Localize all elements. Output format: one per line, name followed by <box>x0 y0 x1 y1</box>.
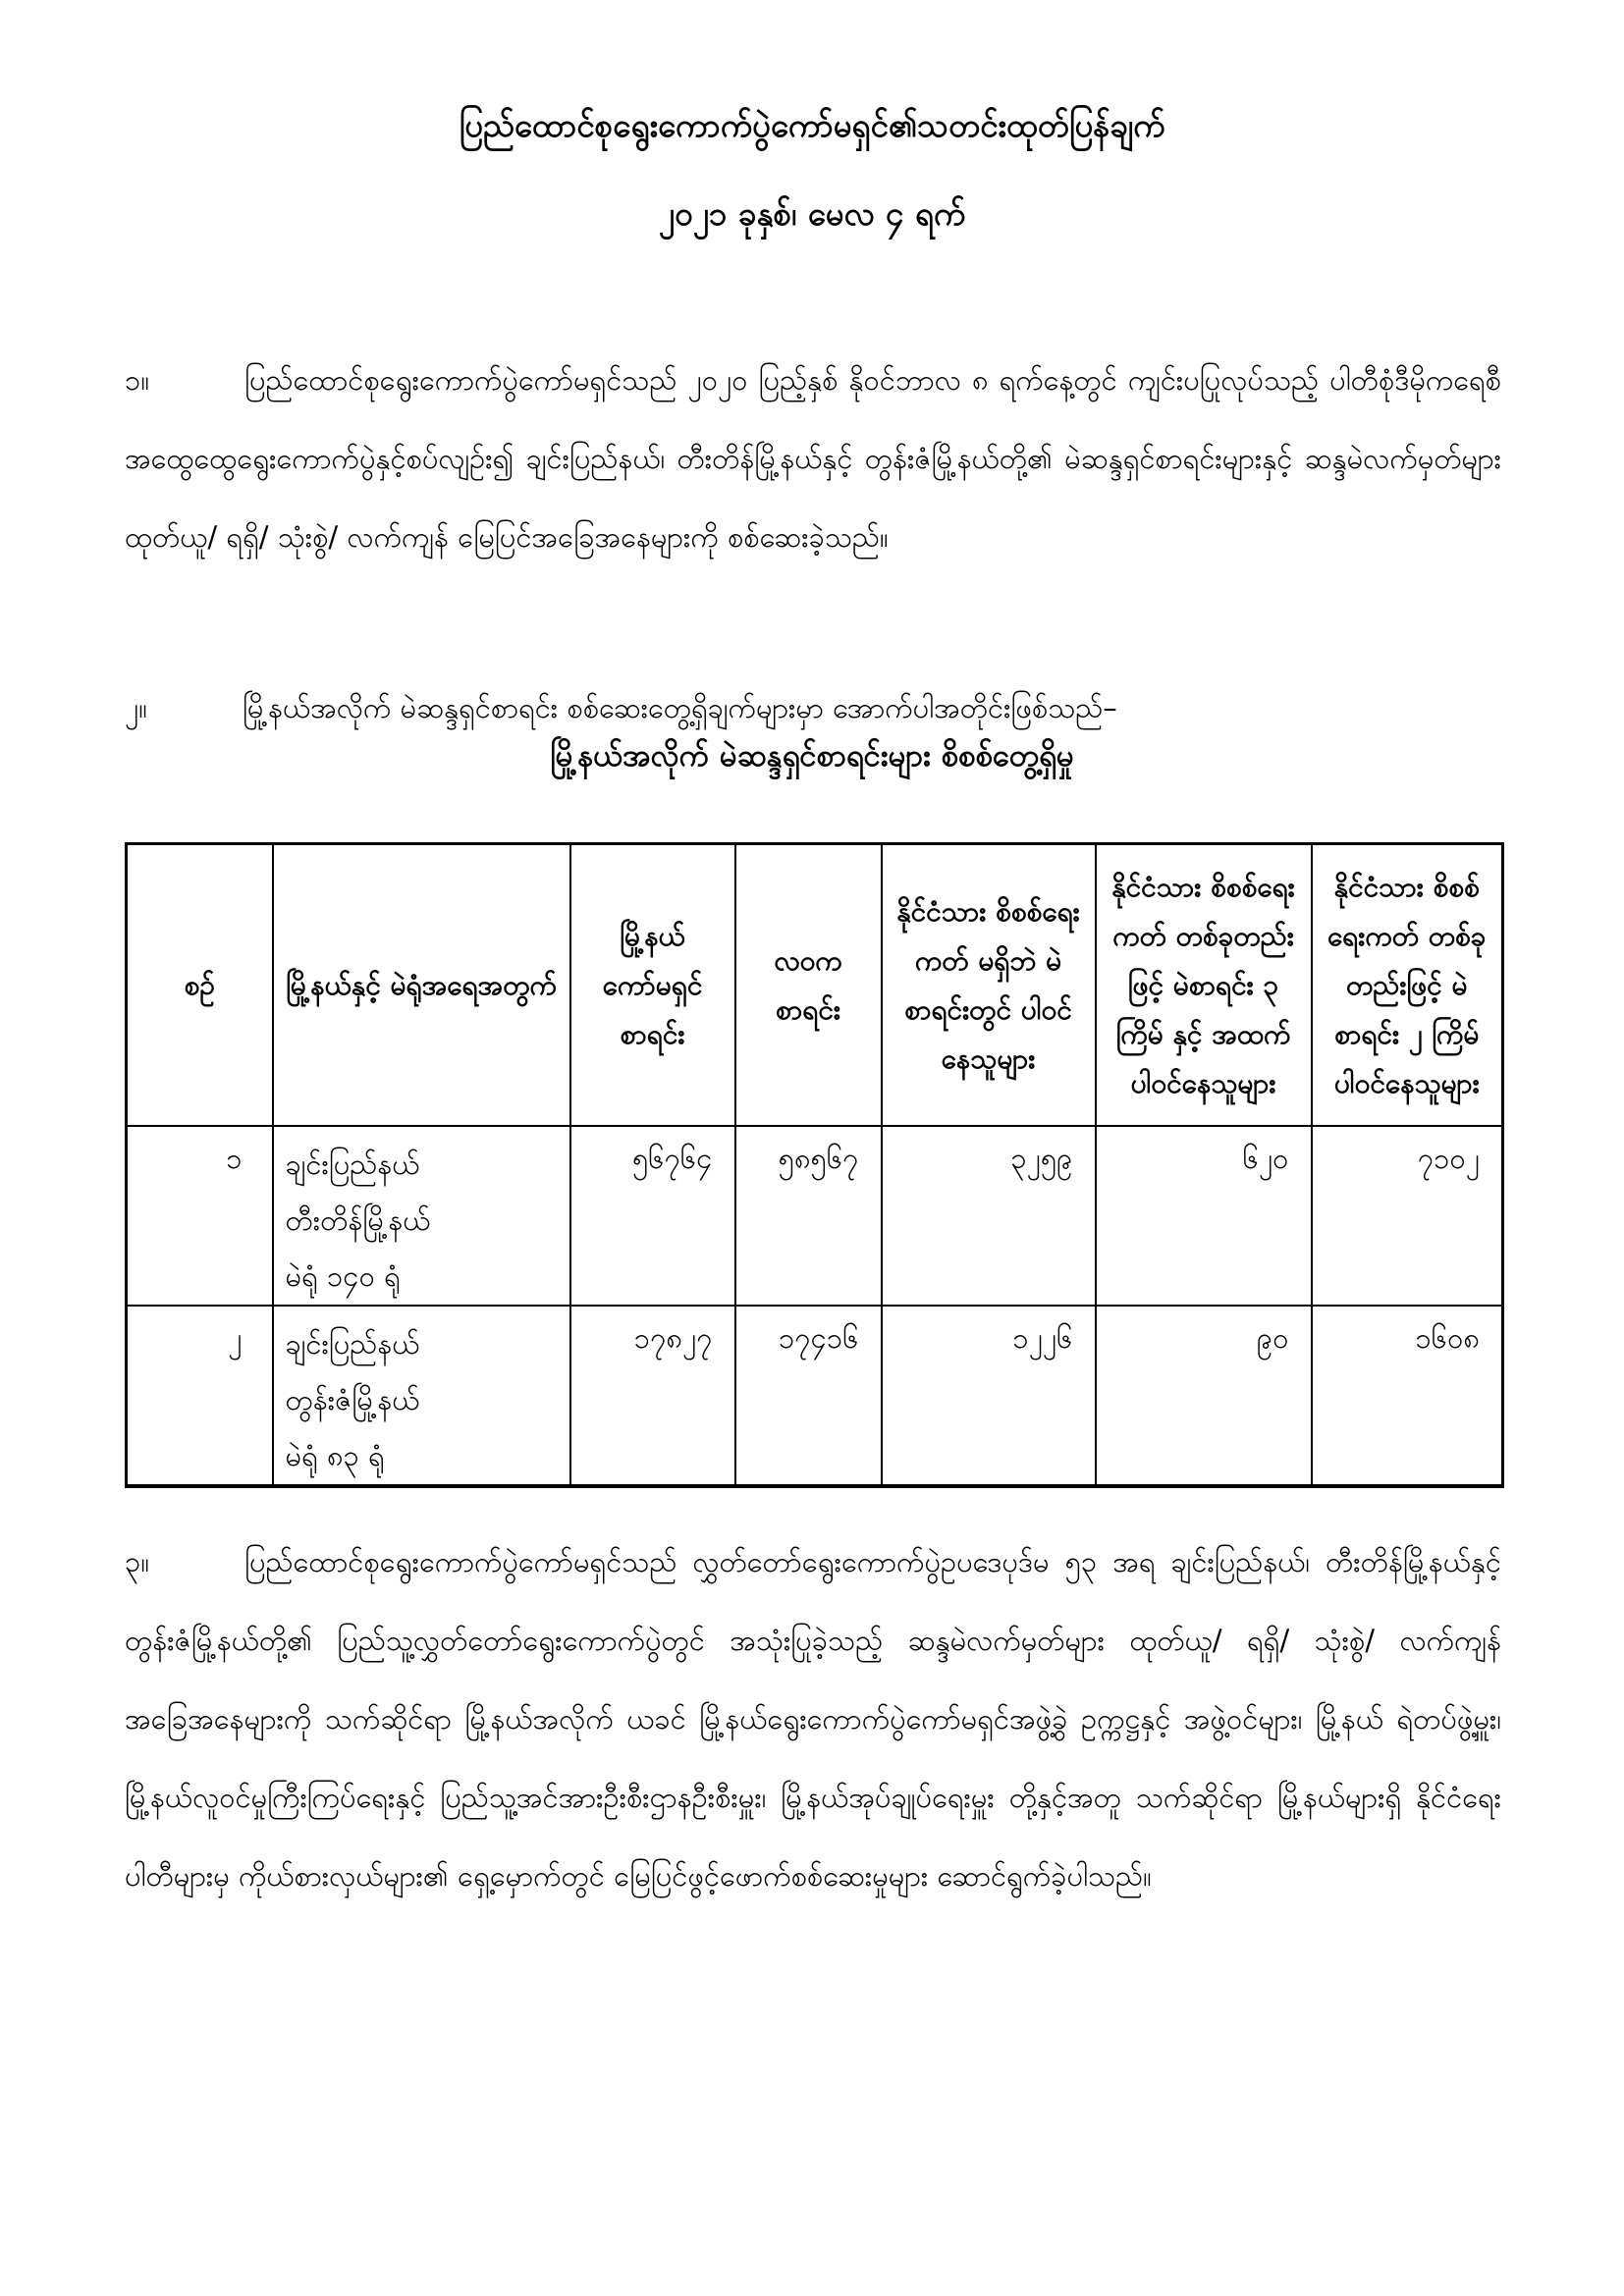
paragraph-1-number: ၁။ <box>125 363 150 397</box>
table-header-row <box>127 844 1503 1127</box>
table-title: မြို့နယ်အလိုက် မဲဆန္ဒရှင်စာရင်းများ စိစစ်တွေ့ရှိမှု <box>550 738 1074 774</box>
row1-same-nrc-2-times: ၇၁၀၂ <box>1312 1126 1503 1306</box>
paragraph-3-number: ၃။ <box>125 1545 150 1578</box>
header-same-nrc-2-times: နိုင်ငံသား စိစစ်ရေးကတ် တစ်ခုတည်းဖြင့် မဲစာရင်း ၂ ကြိမ် ပါဝင်နေသူများ <box>1312 844 1503 1127</box>
tab-spacer <box>147 717 243 718</box>
table-row <box>127 1306 1503 1486</box>
row2-lawaka-list: ၁၇၄၁၆ <box>735 1306 882 1486</box>
header-commission-list: မြို့နယ် ကော်မရှင် စာရင်း <box>570 844 735 1127</box>
row2-township-line3: မဲရုံ ၈၃ ရုံ <box>285 1439 385 1472</box>
page-title: ပြည်ထောင်စုရွေးကောက်ပွဲကော်မရှင်၏သတင်းထုတ်ပြန်ချက် <box>459 106 1165 144</box>
row2-township-line2: တွန်းဇံမြို့နယ် <box>285 1383 420 1416</box>
paragraph-1-text: ပြည်ထောင်စုရွေးကောက်ပွဲကော်မရှင်သည် ၂၀၂၀ ပြည့်နှစ် နိုဝင်ဘာလ ၈ ရက်နေ့တွင် ကျင်းပပြုလုပ်သည့် ပါတီစုံဒီမိုကရေစီအထွေထွေရွေးကောက်ပွဲနှင့်စပ်လျဉ်း၍ ချင်းပြည်နယ်၊ တီးတိန်မြို့နယ်နှင့် တွန်းဇံမြို့နယ်တို့၏ မဲဆန္ဒရှင်စာရင်းများနှင့် ဆန္ဒမဲလက်မှတ်များ ထုတ်ယူ/ ရရှိ/ သုံးစွဲ/ လက်ကျန် မြေပြင်အခြေအနေများကို စစ်ဆေးခဲ့သည်။ <box>125 363 1501 554</box>
row2-commission-list: ၁၇၈၂၇ <box>570 1306 735 1486</box>
row1-commission-list: ၅၆၇၆၄ <box>570 1126 735 1306</box>
paragraph-3-text: ပြည်ထောင်စုရွေးကောက်ပွဲကော်မရှင်သည် လွှတ်တော်ရွေးကောက်ပွဲဥပဒေပုဒ်မ ၅၃ အရ ချင်းပြည်နယ်၊ တီးတိန်မြို့နယ်နှင့် တွန်းဇံမြို့နယ်တို့၏ ပြည်သူ့လွှတ်တော်ရွေးကောက်ပွဲတွင် အသုံးပြုခဲ့သည့် ဆန္ဒမဲလက်မှတ်များ ထုတ်ယူ/ ရရှိ/ သုံးစွဲ/ လက်ကျန် အခြေအနေများကို သက်ဆိုင်ရာ မြို့နယ်အလိုက် ယခင် မြို့နယ်ရွေးကောက်ပွဲကော်မရှင်အဖွဲ့ခွဲ ဥက္ကဋ္ဌနှင့် အဖွဲ့ဝင်များ၊ မြို့နယ် ရဲတပ်ဖွဲ့မှူး၊ မြို့နယ်လူဝင်မှုကြီးကြပ်ရေးနှင့် ပြည်သူ့အင်အားဦးစီးဌာနဦးစီးမှူး၊ မြို့နယ်အုပ်ချုပ်ရေးမှူး တို့နှင့်အတူ သက်ဆိုင်ရာ မြို့နယ်များရှိ နိုင်ငံရေးပါတီများမှ ကိုယ်စားလှယ်များ၏ ရှေ့မှောက်တွင် မြေပြင်ဖွင့်ဖောက်စစ်ဆေးမှုများ ဆောင်ရွက်ခဲ့ပါသည်။ <box>125 1545 1501 1893</box>
row2-same-nrc-3-plus: ၉၀ <box>1096 1306 1312 1486</box>
paragraph-3 <box>125 1522 1501 1915</box>
row1-lawaka-list: ၅၈၅၆၇ <box>735 1126 882 1306</box>
row1-township-line1: ချင်းပြည်နယ် <box>285 1148 420 1181</box>
row2-no: ၂ <box>127 1306 273 1486</box>
row1-township <box>273 1126 570 1306</box>
page-subtitle-date: ၂၀၂၁ ခုနှစ်၊ မေလ ၄ ရက် <box>658 194 966 233</box>
row1-no: ၁ <box>127 1126 273 1306</box>
header-same-nrc-3-plus: နိုင်ငံသား စိစစ်ရေးကတ် တစ်ခုတည်းဖြင့် မဲစာရင်း ၃ ကြိမ် နှင့် အထက် ပါဝင်နေသူများ <box>1096 844 1312 1127</box>
paragraph-1 <box>125 341 1501 576</box>
row2-same-nrc-2-times: ၁၆၀၈ <box>1312 1306 1503 1486</box>
paragraph-2-number: ၂။ <box>125 691 148 724</box>
table-row <box>127 1126 1503 1306</box>
header-lawaka-list: လဝက စာရင်း <box>735 844 882 1127</box>
header-township: မြို့နယ်နှင့် မဲရုံအရေအတွက် <box>273 844 570 1127</box>
row2-no-nrc-in-list: ၁၂၂၆ <box>882 1306 1096 1486</box>
tab-spacer <box>149 1571 244 1572</box>
voter-list-table <box>125 842 1504 1488</box>
paragraph-2 <box>125 668 1501 747</box>
header-no-nrc-in-list: နိုင်ငံသား စိစစ်ရေးကတ် မရှိဘဲ မဲစာရင်းတွင် ပါဝင်နေသူများ <box>882 844 1096 1127</box>
row2-township <box>273 1306 570 1486</box>
row1-same-nrc-3-plus: ၆၂၀ <box>1096 1126 1312 1306</box>
row2-township-line1: ချင်းပြည်နယ် <box>285 1327 420 1361</box>
row1-township-line2: တီးတိန်မြို့နယ် <box>285 1203 431 1237</box>
tab-spacer <box>149 389 244 390</box>
header-no: စဉ် <box>127 844 273 1127</box>
row1-township-line3: မဲရုံ ၁၄၀ ရုံ <box>285 1259 401 1293</box>
row1-no-nrc-in-list: ၃၂၅၉ <box>882 1126 1096 1306</box>
paragraph-2-text: မြို့နယ်အလိုက် မဲဆန္ဒရှင်စာရင်း စစ်ဆေးတွေ့ရှိချက်များမှာ အောက်ပါအတိုင်းဖြစ်သည်– <box>243 691 1117 724</box>
